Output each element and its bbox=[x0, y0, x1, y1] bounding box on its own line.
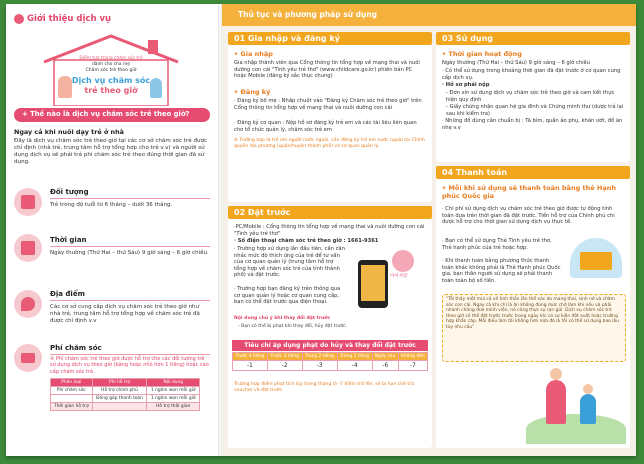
penalty-head: Trước 4 tiếng bbox=[233, 353, 268, 361]
fee-cell bbox=[51, 395, 93, 403]
hours-text: Ngày thường (Thứ Hai – thứ Sáu) 9 giờ sáng – 6 giờ chiều bbox=[442, 60, 591, 66]
app-logo-label: 아이사랑 bbox=[390, 274, 408, 279]
penalty-head: Trong 1 tiếng bbox=[337, 353, 372, 361]
penalty-note: Trường hợp điểm phạt tích lũy trong tháng là -7 điểm trở lên, sẽ bị hạn chế trả voucher và đặt trước. bbox=[234, 382, 414, 393]
clipboard-icon bbox=[14, 188, 42, 216]
divider bbox=[50, 246, 210, 247]
fee-cell bbox=[92, 403, 147, 411]
docs-heading: · Hồ sơ phải nộp bbox=[442, 82, 490, 88]
booking-phone: · Số điện thoại chăm sóc trẻ theo giờ : 1661-9361 bbox=[234, 238, 379, 244]
sub-join-label: Gia nhập bbox=[240, 50, 273, 58]
item-label: Phí chăm sóc bbox=[50, 344, 102, 352]
sub-register-label: Đăng ký bbox=[240, 88, 271, 96]
right-panel bbox=[222, 4, 636, 456]
payment-text-3: · Khi thanh toán bằng phương thức thanh toán khác không phải là Thẻ Hạnh phúc Quốc gia, bạn thân người sử dụng sẽ phải thanh toán toàn bộ số tiền. bbox=[442, 258, 561, 284]
divider bbox=[50, 198, 210, 199]
house-poster bbox=[36, 34, 186, 106]
section-03 bbox=[436, 32, 630, 162]
fee-table bbox=[50, 378, 200, 411]
poster-line-2: dành cho cha mẹ bbox=[92, 62, 130, 67]
poster-line-3: Chăm sóc trẻ theo giờ bbox=[85, 68, 137, 73]
fee-header: Phí hỗ trợ bbox=[92, 379, 147, 387]
fee-cell: Hỗ trợ thời gian bbox=[147, 403, 200, 411]
penalty-head: Trong 2 tiếng bbox=[302, 353, 337, 361]
item-label: Đối tượng bbox=[50, 188, 89, 196]
penalty-val: -7 bbox=[398, 361, 427, 371]
docs-form: - Đơn xin sử dụng dịch vụ chăm sóc trẻ theo giờ và cam kết thực hiện quy định bbox=[446, 90, 615, 103]
item-text: Ngày thường (Thứ Hai – thứ Sáu) 9 giờ sáng – 6 giờ chiều. bbox=[50, 250, 209, 256]
left-panel bbox=[6, 4, 218, 456]
intro-body: Đây là dịch vụ chăm sóc trẻ theo giờ tại các cơ sở chăm sóc trẻ được chỉ định (nhà trẻ, trung tâm hỗ trợ tổng hợp cho trẻ v.v) và người sử dụng dịch vụ sẽ phải trả phí chăm sóc trẻ theo đúng thời gian đã sử dụng. bbox=[14, 138, 208, 165]
question-banner-text: + Thế nào là dịch vụ chăm sóc trẻ theo giờ? bbox=[22, 110, 190, 118]
item-text: ※ Phí chăm sóc trẻ theo giờ được hỗ trợ cho các đối tượng trẻ sử dụng dịch vụ theo giờ (bằng hoặc nhỏ hơn 1 tiếng) hoặc cao cấp chăm sóc trẻ. bbox=[50, 356, 209, 375]
penalty-val: -1 bbox=[233, 361, 268, 371]
section-02-title: 02 Đặt trước bbox=[228, 206, 432, 219]
flower-icon bbox=[14, 14, 24, 24]
penalty-val: -6 bbox=[372, 361, 398, 371]
left-title: Giới thiệu dịch vụ bbox=[27, 14, 112, 24]
penalty-head: Trước 3 tiếng bbox=[267, 353, 302, 361]
section-04 bbox=[436, 166, 630, 448]
fee-cell: Phí chăm sóc bbox=[51, 387, 93, 395]
poster-main-2: trẻ theo giờ bbox=[84, 86, 138, 95]
fee-header: Phân loại bbox=[51, 379, 93, 387]
item-time bbox=[6, 230, 218, 270]
penalty-val: -2 bbox=[267, 361, 302, 371]
question-banner-label: Thế nào là dịch vụ chăm sóc trẻ theo giờ? bbox=[30, 110, 190, 118]
register-note: ※ Trường hợp là trẻ em người nước ngoài, cần đăng ký trẻ em nước ngoài tại Chính quyền địa phương (quận/huyện thành phố) và cơ quan quản lý. bbox=[234, 138, 425, 149]
family-illustration-icon bbox=[526, 364, 626, 444]
sub-hours-label: Thời gian hoạt động bbox=[448, 50, 522, 58]
section-03-title: 03 Sử dụng bbox=[436, 32, 630, 45]
app-logo-icon bbox=[392, 250, 414, 272]
child-figure-icon bbox=[150, 78, 162, 98]
calendar-icon bbox=[14, 234, 42, 262]
booking-pc: ·PC/Mobile : Cổng thông tin tổng hợp về mạng thai và nuôi dưỡng con cái "Tình yêu trẻ thơ" bbox=[234, 224, 425, 237]
docs-id: - Giấy chứng nhận quan hệ gia đình và Chứng minh thư (dược trả lại sau khi kiểm tra) bbox=[446, 104, 624, 117]
sub-join: • Gia nhập bbox=[234, 50, 273, 58]
right-banner: Thủ tục và phương pháp sử dụng bbox=[238, 10, 378, 19]
item-target bbox=[6, 184, 218, 224]
card-illustration-icon bbox=[570, 238, 622, 278]
supplies: · Những đồ dùng cần chuẩn bị : Tã bỉm, quần áo phụ, khăn ướt, đồ ăn nhẹ v.v bbox=[442, 118, 623, 131]
item-text: Các cơ sở cung cấp dịch vụ chăm sóc trẻ theo giờ như nhà trẻ, trung tâm hỗ trợ tổng hợp về chăm sóc trẻ đã được chỉ định v.v bbox=[50, 304, 200, 324]
section-02 bbox=[228, 206, 432, 448]
sub-payment: • Mỗi khi sử dụng sẽ thanh toán bằng thẻ Hạnh phúc Quốc gia bbox=[442, 184, 616, 200]
fee-cell: Thời gian hỗ trợ bbox=[51, 403, 93, 411]
parent-figure-icon bbox=[58, 76, 72, 98]
divider bbox=[50, 300, 210, 301]
sub-payment-label: Mỗi khi sử dụng sẽ thanh toán bằng thẻ Hạnh phúc Quốc gia bbox=[442, 184, 616, 200]
item-place bbox=[6, 286, 218, 332]
fee-cell: Đóng góp thanh toán bbox=[92, 395, 147, 403]
poster-main-1: Dịch vụ chăm sóc bbox=[71, 76, 151, 85]
penalty-head: Không đến bbox=[398, 353, 427, 361]
booking-agency: · Trường hợp bạn đăng ký trên thông qua cơ quan quản lý hoặc cơ quan cung cấp, bạn có thể đặt trước qua điện thoại. bbox=[234, 286, 341, 305]
phone-image-icon bbox=[358, 260, 388, 308]
divider bbox=[50, 354, 210, 355]
intro-heading: Ngay cả khi nuôi dạy trẻ ở nhà bbox=[14, 128, 124, 136]
penalty-table-title: Tiêu chí áp dụng phạt do hủy và thay đổi đặt trước bbox=[232, 340, 428, 351]
item-text: Trẻ trong độ tuổi từ 6 tháng – dưới 36 tháng. bbox=[50, 202, 173, 208]
join-text: Gia nhập thành viên qua Cổng thông tin tổng hợp về mạng thai và nuôi dưỡng con cái "Tình yêu trẻ thơ" (www.childcare.go.kr) phiên bản PC hoặc Mobile (đăng ký sắc thục chung) bbox=[234, 60, 420, 79]
register-agency: · Đăng ký cơ quan : Nộp hồ sơ đăng ký trẻ em và các tài liệu liên quan cho tổ chức quản lý, chăm sóc trẻ em bbox=[234, 120, 417, 133]
penalty-table bbox=[232, 352, 428, 371]
payment-text-2: · Bạn có thể sử dụng Thẻ Tình yêu trẻ thơ, Thẻ hạnh phúc của trẻ hoặc hợp. bbox=[442, 238, 552, 251]
section-01 bbox=[228, 32, 432, 202]
register-parent: · Đăng ký bố mẹ : Nhấp chuột vào "Đăng ký Chăm sóc trẻ theo giờ" trên Cổng thông tin tổng hợp về mạng thai và nuôi dưỡng con cái bbox=[234, 98, 422, 111]
hours-usage: · Có thể sử dụng trong khoảng thời gian đã đặt trước ở cơ quan cung cấp dịch vụ. bbox=[442, 68, 621, 81]
item-label: Thời gian bbox=[50, 236, 87, 244]
penalty-val: -4 bbox=[337, 361, 372, 371]
booking-first-time: · Trường hợp sử dụng lần đầu tiên, cần cân nhắc mức độ thích ứng của trẻ để tư vấn của cơ quan quản lý (trung tâm hỗ trợ tổng hợp về chăm sóc trẻ của tỉnh thành phố) và đặt trước. bbox=[234, 246, 345, 278]
change-note: Nội dung chú ý khi thay đổi đặt trước bbox=[234, 316, 331, 321]
payment-text-1: · Chi phí sử dụng dịch vụ chăm sóc trẻ theo giờ được tự động tính toán dựa trên thời gian đã đặt trước. Tiền hỗ trợ của Chính phủ chi được hỗ trợ cho thời gian sử dụng dịch vụ thực tế. bbox=[442, 206, 615, 225]
penalty-val: -3 bbox=[302, 361, 337, 371]
item-label: Địa điểm bbox=[50, 290, 85, 298]
fee-header: Nội dung bbox=[147, 379, 200, 387]
section-01-title: 01 Gia nhập và đăng ký bbox=[228, 32, 432, 45]
item-fee bbox=[6, 340, 218, 450]
fee-cell: Hỗ trợ chính phủ bbox=[92, 387, 147, 395]
penalty-head: Ngày sau bbox=[372, 353, 398, 361]
quote-text: "Tôi thấy một mùi cả về tinh thần lẫn thể xác do mang thai, sinh nở và chăm sóc con cái. Ngay cả khi chỉ là ăn không đúng mức chờ làm khi nếu và phải nhanh chóng đưa mình viện, nó cũng thực sự rạn gửi. Dịch vụ chăm sóc trẻ theo giờ có thể đặt trước trước trong ngày khi có sự kiện đột xuất hoặc trường hợp khẩn cấp. Mỗi điều làm tôi không hơn nữa đó là tôi có thể sử dụng bao lâu tùy nhu cầu" bbox=[446, 297, 619, 330]
brochure bbox=[6, 4, 636, 456]
card-icon bbox=[14, 344, 42, 372]
section-04-title: 04 Thanh toán bbox=[436, 166, 630, 179]
fee-cell: 1 nghìn won mỗi giờ bbox=[147, 395, 200, 403]
fee-cell: 1 nghìn won mỗi giờ bbox=[147, 387, 200, 395]
location-pin-icon bbox=[14, 290, 42, 318]
sub-register: • Đăng ký bbox=[234, 88, 271, 96]
poster-line-1: Điểm tựa trong chăm sóc trẻ bbox=[79, 56, 143, 61]
sub-hours: • Thời gian hoạt động bbox=[442, 50, 522, 58]
change-note-2: - Bạn có thể bị phạt khi thay đổi, hủy đặt trước. bbox=[238, 324, 348, 329]
